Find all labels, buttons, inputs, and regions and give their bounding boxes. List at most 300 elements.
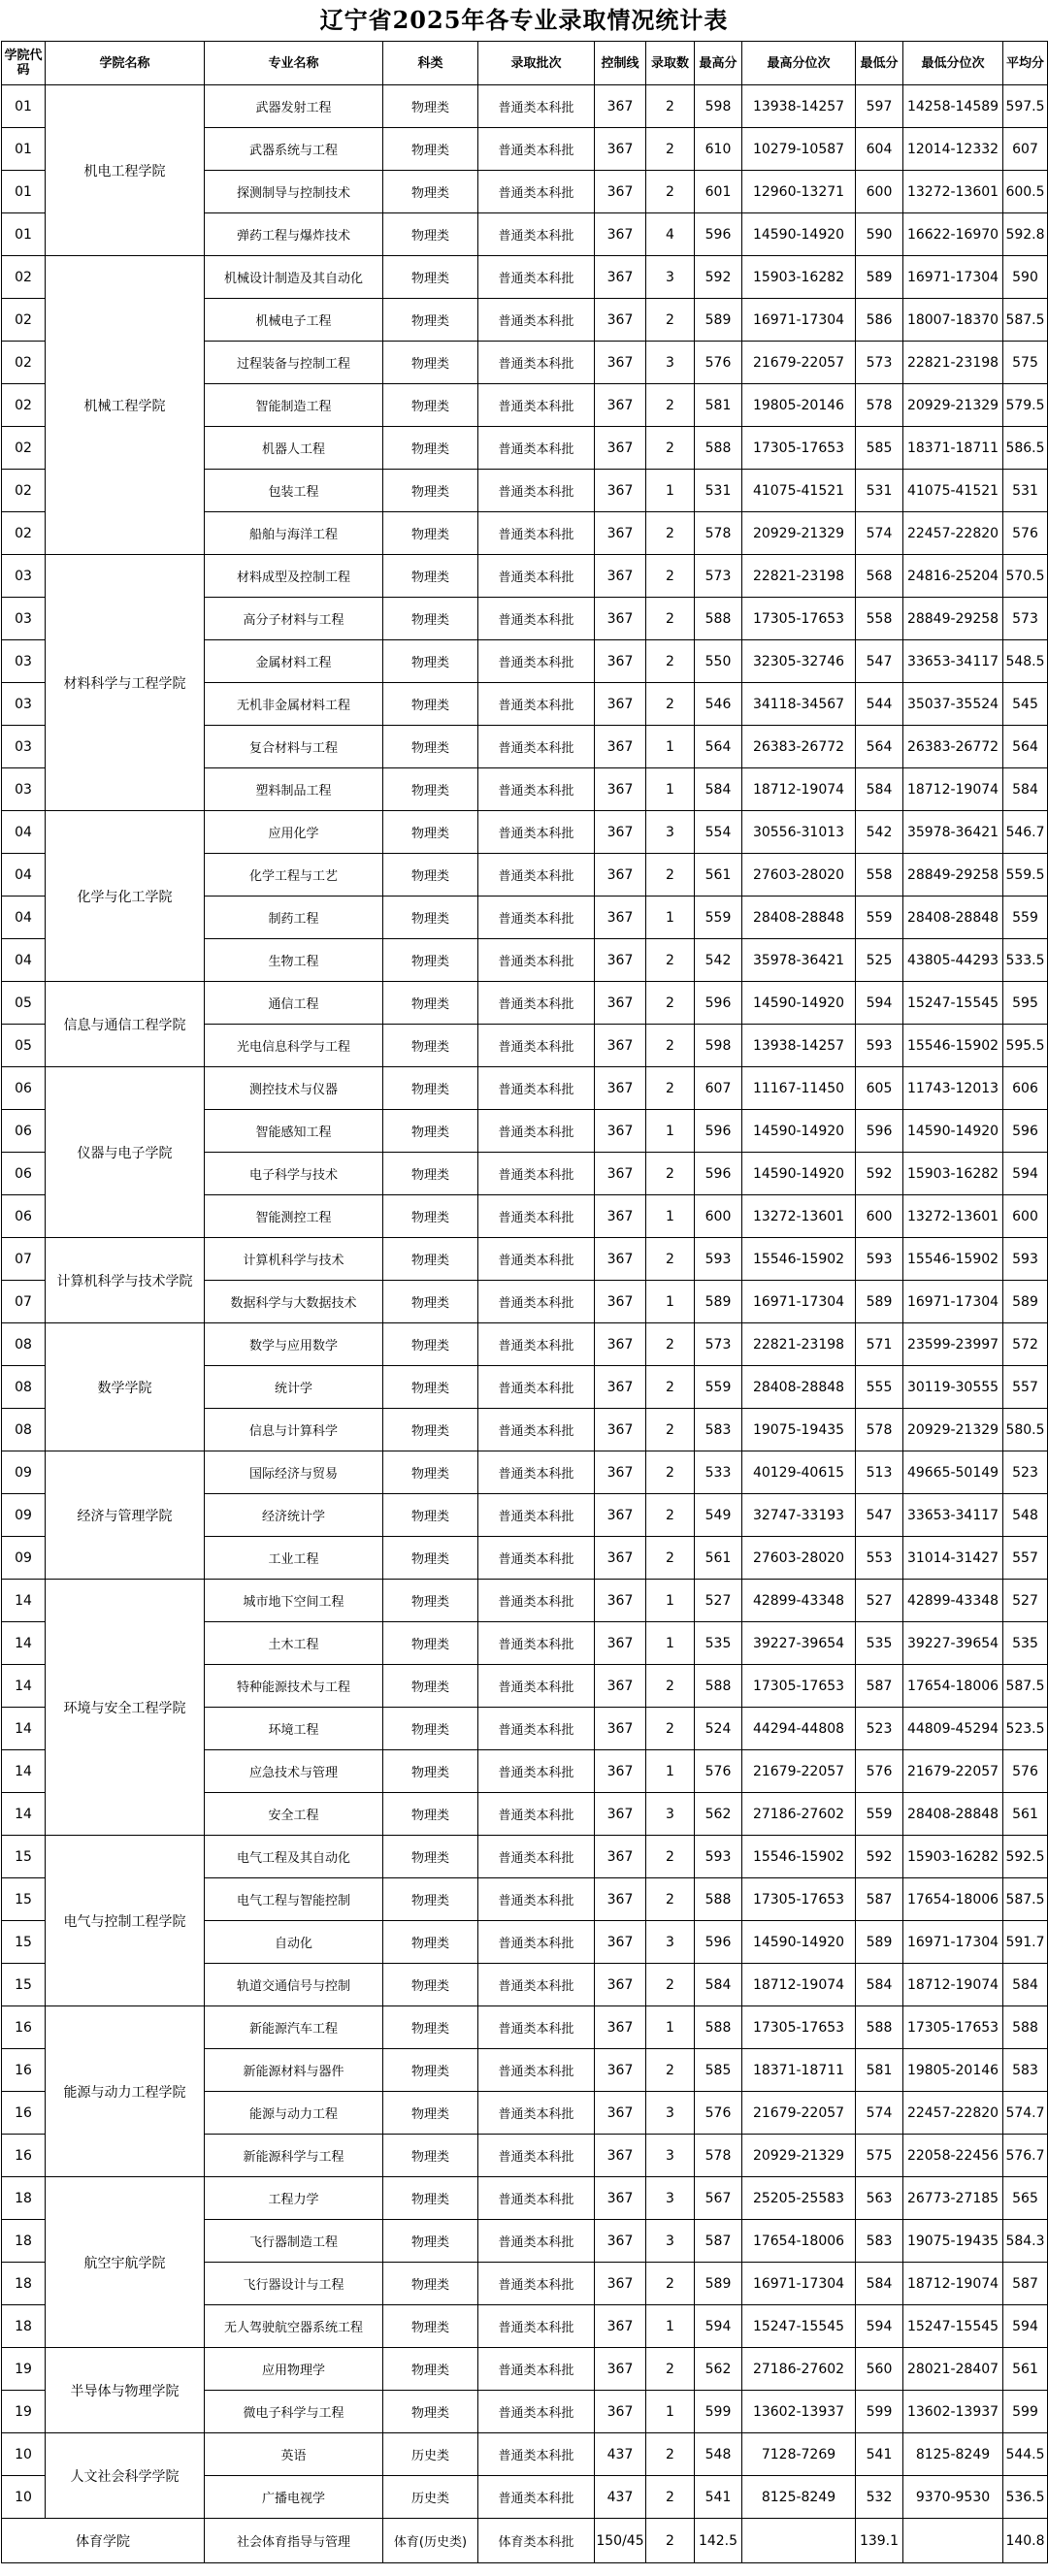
- avg-score-cell: 565: [1003, 2177, 1048, 2220]
- control-line-cell: 367: [595, 1964, 646, 2006]
- max-score-cell: 573: [695, 555, 742, 598]
- min-rank-cell: 31014-31427: [903, 1537, 1003, 1580]
- min-score-cell: 587: [856, 1878, 903, 1921]
- control-line-cell: 367: [595, 939, 646, 982]
- control-line-cell: 367: [595, 1836, 646, 1878]
- min-score-cell: 535: [856, 1622, 903, 1665]
- category-cell: 物理类: [383, 85, 478, 128]
- max-score-cell: 596: [695, 1110, 742, 1153]
- category-cell: 物理类: [383, 768, 478, 811]
- admit-count-cell: 2: [646, 939, 695, 982]
- category-cell: 物理类: [383, 1964, 478, 2006]
- min-rank-cell: 19075-19435: [903, 2220, 1003, 2263]
- min-rank-cell: 18712-19074: [903, 1964, 1003, 2006]
- avg-score-cell: 559: [1003, 897, 1048, 939]
- min-rank-cell: 18712-19074: [903, 768, 1003, 811]
- min-score-cell: 585: [856, 427, 903, 470]
- table-row: [2, 1580, 1048, 1622]
- major-name-cell: 国际经济与贸易: [205, 1451, 383, 1494]
- college-code-cell: 16: [2, 2049, 46, 2092]
- max-rank-cell: 21679-22057: [742, 2092, 856, 2135]
- max-rank-cell: 14590-14920: [742, 982, 856, 1025]
- max-score-cell: 589: [695, 299, 742, 342]
- max-score-cell: 578: [695, 512, 742, 555]
- avg-score-cell: 595: [1003, 982, 1048, 1025]
- category-cell: 物理类: [383, 2220, 478, 2263]
- batch-cell: 普通类本科批: [478, 1067, 595, 1110]
- college-code-cell: 01: [2, 171, 46, 213]
- table-row: [2, 2433, 1048, 2476]
- admit-count-cell: 1: [646, 2006, 695, 2049]
- admit-count-cell: 3: [646, 342, 695, 384]
- college-code-cell: 02: [2, 256, 46, 299]
- admit-count-cell: 2: [646, 2049, 695, 2092]
- max-rank-cell: 34118-34567: [742, 683, 856, 726]
- max-rank-cell: 17305-17653: [742, 427, 856, 470]
- college-code-cell: 02: [2, 470, 46, 512]
- major-name-cell: 安全工程: [205, 1793, 383, 1836]
- college-code-cell: 05: [2, 982, 46, 1025]
- major-name-cell: 经济统计学: [205, 1494, 383, 1537]
- max-score-cell: 576: [695, 342, 742, 384]
- admit-count-cell: 2: [646, 512, 695, 555]
- major-name-cell: 高分子材料与工程: [205, 598, 383, 640]
- min-score-cell: 560: [856, 2348, 903, 2391]
- category-cell: 物理类: [383, 811, 478, 854]
- min-rank-cell: 9370-9530: [903, 2476, 1003, 2519]
- college-code-cell: 16: [2, 2092, 46, 2135]
- admit-count-cell: 2: [646, 1708, 695, 1750]
- batch-cell: 普通类本科批: [478, 1110, 595, 1153]
- max-rank-cell: 10279-10587: [742, 128, 856, 171]
- admit-count-cell: 2: [646, 427, 695, 470]
- min-rank-cell: 17654-18006: [903, 1665, 1003, 1708]
- max-rank-cell: 17305-17653: [742, 2006, 856, 2049]
- control-line-cell: 437: [595, 2476, 646, 2519]
- admit-count-cell: 2: [646, 1025, 695, 1067]
- avg-score-cell: 579.5: [1003, 384, 1048, 427]
- header-max-rank: 最高分位次: [742, 42, 856, 85]
- category-cell: 物理类: [383, 213, 478, 256]
- batch-cell: 普通类本科批: [478, 128, 595, 171]
- batch-cell: 普通类本科批: [478, 2006, 595, 2049]
- min-score-cell: 559: [856, 1793, 903, 1836]
- control-line-cell: 367: [595, 1878, 646, 1921]
- table-row: [2, 256, 1048, 299]
- max-score-cell: 559: [695, 897, 742, 939]
- min-score-cell: 581: [856, 2049, 903, 2092]
- header-category: 科类: [383, 42, 478, 85]
- category-cell: 物理类: [383, 598, 478, 640]
- max-rank-cell: 27186-27602: [742, 1793, 856, 1836]
- max-rank-cell: 15247-15545: [742, 2305, 856, 2348]
- control-line-cell: 367: [595, 1580, 646, 1622]
- avg-score-cell: 600.5: [1003, 171, 1048, 213]
- admit-count-cell: 2: [646, 1366, 695, 1409]
- batch-cell: 普通类本科批: [478, 1921, 595, 1964]
- major-name-cell: 广播电视学: [205, 2476, 383, 2519]
- min-score-cell: 558: [856, 598, 903, 640]
- control-line-cell: 367: [595, 384, 646, 427]
- avg-score-cell: 583: [1003, 2049, 1048, 2092]
- min-rank-cell: 13272-13601: [903, 1195, 1003, 1238]
- major-name-cell: 复合材料与工程: [205, 726, 383, 768]
- control-line-cell: 367: [595, 2177, 646, 2220]
- control-line-cell: 367: [595, 897, 646, 939]
- category-cell: 物理类: [383, 726, 478, 768]
- college-name-cell: 计算机科学与技术学院: [46, 1238, 205, 1323]
- min-score-cell: 574: [856, 512, 903, 555]
- college-code-cell: 06: [2, 1067, 46, 1110]
- major-name-cell: 光电信息科学与工程: [205, 1025, 383, 1067]
- max-rank-cell: 19805-20146: [742, 384, 856, 427]
- college-name-cell: 航空宇航学院: [46, 2177, 205, 2348]
- avg-score-cell: 587.5: [1003, 1665, 1048, 1708]
- min-rank-cell: 18712-19074: [903, 2263, 1003, 2305]
- max-score-cell: 592: [695, 256, 742, 299]
- max-score-cell: 524: [695, 1708, 742, 1750]
- major-name-cell: 社会体育指导与管理: [205, 2519, 383, 2563]
- avg-score-cell: 557: [1003, 1366, 1048, 1409]
- control-line-cell: 367: [595, 299, 646, 342]
- max-score-cell: 562: [695, 2348, 742, 2391]
- admit-count-cell: 2: [646, 2348, 695, 2391]
- max-rank-cell: 42899-43348: [742, 1580, 856, 1622]
- batch-cell: 普通类本科批: [478, 384, 595, 427]
- major-name-cell: 电气工程及其自动化: [205, 1836, 383, 1878]
- max-rank-cell: 26383-26772: [742, 726, 856, 768]
- admit-count-cell: 1: [646, 2391, 695, 2433]
- category-cell: 物理类: [383, 1366, 478, 1409]
- avg-score-cell: 536.5: [1003, 2476, 1048, 2519]
- table-row: [2, 1451, 1048, 1494]
- admit-count-cell: 2: [646, 1323, 695, 1366]
- major-name-cell: 计算机科学与技术: [205, 1238, 383, 1281]
- admit-count-cell: 2: [646, 1153, 695, 1195]
- min-score-cell: 555: [856, 1366, 903, 1409]
- admit-count-cell: 1: [646, 1622, 695, 1665]
- table-row: [2, 1067, 1048, 1110]
- min-score-cell: 597: [856, 85, 903, 128]
- table-row: [2, 2348, 1048, 2391]
- category-cell: 物理类: [383, 2177, 478, 2220]
- max-score-cell: 583: [695, 1409, 742, 1451]
- control-line-cell: 367: [595, 982, 646, 1025]
- control-line-cell: 150/45: [595, 2519, 646, 2563]
- max-score-cell: 588: [695, 1878, 742, 1921]
- admit-count-cell: 1: [646, 1580, 695, 1622]
- avg-score-cell: 576.7: [1003, 2135, 1048, 2177]
- min-rank-cell: 16971-17304: [903, 256, 1003, 299]
- category-cell: 物理类: [383, 1067, 478, 1110]
- major-name-cell: 测控技术与仪器: [205, 1067, 383, 1110]
- min-rank-cell: 35037-35524: [903, 683, 1003, 726]
- min-score-cell: 590: [856, 213, 903, 256]
- min-score-cell: 564: [856, 726, 903, 768]
- control-line-cell: 367: [595, 726, 646, 768]
- avg-score-cell: 587: [1003, 2263, 1048, 2305]
- batch-cell: 普通类本科批: [478, 512, 595, 555]
- min-rank-cell: 16971-17304: [903, 1281, 1003, 1323]
- college-code-cell: 03: [2, 598, 46, 640]
- college-name-cell: 材料科学与工程学院: [46, 555, 205, 811]
- min-score-cell: 584: [856, 2263, 903, 2305]
- major-name-cell: 飞行器设计与工程: [205, 2263, 383, 2305]
- max-rank-cell: 41075-41521: [742, 470, 856, 512]
- max-rank-cell: 17654-18006: [742, 2220, 856, 2263]
- major-name-cell: 应用化学: [205, 811, 383, 854]
- category-cell: 物理类: [383, 897, 478, 939]
- category-cell: 物理类: [383, 2135, 478, 2177]
- college-code-cell: 06: [2, 1153, 46, 1195]
- avg-score-cell: 595.5: [1003, 1025, 1048, 1067]
- max-rank-cell: 32747-33193: [742, 1494, 856, 1537]
- min-score-cell: 588: [856, 2006, 903, 2049]
- control-line-cell: 367: [595, 2220, 646, 2263]
- category-cell: 历史类: [383, 2433, 478, 2476]
- admit-count-cell: 3: [646, 2177, 695, 2220]
- major-name-cell: 探测制导与控制技术: [205, 171, 383, 213]
- avg-score-cell: 607: [1003, 128, 1048, 171]
- table-row: [2, 1238, 1048, 1281]
- admit-count-cell: 2: [646, 1067, 695, 1110]
- batch-cell: 普通类本科批: [478, 1580, 595, 1622]
- min-rank-cell: 33653-34117: [903, 1494, 1003, 1537]
- control-line-cell: 367: [595, 1409, 646, 1451]
- min-score-cell: 568: [856, 555, 903, 598]
- major-name-cell: 新能源材料与器件: [205, 2049, 383, 2092]
- min-rank-cell: 28408-28848: [903, 897, 1003, 939]
- admit-count-cell: 2: [646, 854, 695, 897]
- avg-score-cell: 573: [1003, 598, 1048, 640]
- table-row: [2, 2177, 1048, 2220]
- max-rank-cell: 13938-14257: [742, 1025, 856, 1067]
- batch-cell: 普通类本科批: [478, 2476, 595, 2519]
- max-score-cell: 587: [695, 2220, 742, 2263]
- max-rank-cell: 27186-27602: [742, 2348, 856, 2391]
- min-rank-cell: 21679-22057: [903, 1750, 1003, 1793]
- batch-cell: 普通类本科批: [478, 2433, 595, 2476]
- category-cell: 物理类: [383, 299, 478, 342]
- header-admit-count: 录取数: [646, 42, 695, 85]
- min-score-cell: 596: [856, 1110, 903, 1153]
- control-line-cell: 367: [595, 512, 646, 555]
- max-rank-cell: 44294-44808: [742, 1708, 856, 1750]
- min-score-cell: 584: [856, 768, 903, 811]
- batch-cell: 普通类本科批: [478, 683, 595, 726]
- batch-cell: 普通类本科批: [478, 1238, 595, 1281]
- major-name-cell: 包装工程: [205, 470, 383, 512]
- admit-count-cell: 1: [646, 1110, 695, 1153]
- batch-cell: 普通类本科批: [478, 1964, 595, 2006]
- avg-score-cell: 535: [1003, 1622, 1048, 1665]
- max-rank-cell: [742, 2519, 856, 2563]
- batch-cell: 普通类本科批: [478, 1195, 595, 1238]
- batch-cell: 普通类本科批: [478, 1708, 595, 1750]
- college-code-cell: 04: [2, 854, 46, 897]
- header-college-code: 学院代码: [2, 42, 46, 85]
- max-score-cell: 598: [695, 1025, 742, 1067]
- max-rank-cell: 18371-18711: [742, 2049, 856, 2092]
- control-line-cell: 367: [595, 1323, 646, 1366]
- category-cell: 物理类: [383, 128, 478, 171]
- max-rank-cell: 13938-14257: [742, 85, 856, 128]
- avg-score-cell: 523.5: [1003, 1708, 1048, 1750]
- min-score-cell: 547: [856, 1494, 903, 1537]
- min-rank-cell: 24816-25204: [903, 555, 1003, 598]
- min-rank-cell: 19805-20146: [903, 2049, 1003, 2092]
- batch-cell: 普通类本科批: [478, 768, 595, 811]
- college-code-cell: 08: [2, 1323, 46, 1366]
- control-line-cell: 437: [595, 2433, 646, 2476]
- avg-score-cell: 561: [1003, 2348, 1048, 2391]
- max-rank-cell: 19075-19435: [742, 1409, 856, 1451]
- max-score-cell: 596: [695, 213, 742, 256]
- college-name-cell: 数学学院: [46, 1323, 205, 1451]
- min-score-cell: 593: [856, 1238, 903, 1281]
- max-rank-cell: 27603-28020: [742, 854, 856, 897]
- min-rank-cell: 14258-14589: [903, 85, 1003, 128]
- college-name-cell: 人文社会科学学院: [46, 2433, 205, 2519]
- admit-count-cell: 1: [646, 726, 695, 768]
- college-code-cell: 16: [2, 2135, 46, 2177]
- max-score-cell: 589: [695, 1281, 742, 1323]
- min-score-cell: 576: [856, 1750, 903, 1793]
- max-score-cell: 601: [695, 171, 742, 213]
- max-score-cell: 554: [695, 811, 742, 854]
- category-cell: 物理类: [383, 427, 478, 470]
- max-score-cell: 599: [695, 2391, 742, 2433]
- min-rank-cell: 18007-18370: [903, 299, 1003, 342]
- header-control-line: 控制线: [595, 42, 646, 85]
- min-rank-cell: 11743-12013: [903, 1067, 1003, 1110]
- category-cell: 物理类: [383, 1708, 478, 1750]
- avg-score-cell: 546.7: [1003, 811, 1048, 854]
- max-rank-cell: 17305-17653: [742, 1665, 856, 1708]
- avg-score-cell: 592.8: [1003, 213, 1048, 256]
- control-line-cell: 367: [595, 1025, 646, 1067]
- control-line-cell: 367: [595, 85, 646, 128]
- category-cell: 物理类: [383, 2348, 478, 2391]
- max-score-cell: 564: [695, 726, 742, 768]
- control-line-cell: 367: [595, 854, 646, 897]
- category-cell: 物理类: [383, 512, 478, 555]
- max-score-cell: 581: [695, 384, 742, 427]
- batch-cell: 普通类本科批: [478, 1281, 595, 1323]
- max-score-cell: 585: [695, 2049, 742, 2092]
- min-rank-cell: 41075-41521: [903, 470, 1003, 512]
- max-score-cell: 584: [695, 1964, 742, 2006]
- admit-count-cell: 2: [646, 1409, 695, 1451]
- college-code-cell: 14: [2, 1750, 46, 1793]
- college-code-cell: 18: [2, 2305, 46, 2348]
- admit-count-cell: 4: [646, 213, 695, 256]
- min-rank-cell: 15247-15545: [903, 982, 1003, 1025]
- min-rank-cell: 14590-14920: [903, 1110, 1003, 1153]
- control-line-cell: 367: [595, 555, 646, 598]
- min-rank-cell: 28021-28407: [903, 2348, 1003, 2391]
- table-row: [2, 2519, 1048, 2563]
- min-rank-cell: 15903-16282: [903, 1836, 1003, 1878]
- min-score-cell: 527: [856, 1580, 903, 1622]
- batch-cell: 普通类本科批: [478, 2263, 595, 2305]
- avg-score-cell: 591.7: [1003, 1921, 1048, 1964]
- college-code-cell: 03: [2, 640, 46, 683]
- college-name-cell: 体育学院: [2, 2519, 205, 2563]
- min-score-cell: 559: [856, 897, 903, 939]
- major-name-cell: 土木工程: [205, 1622, 383, 1665]
- max-score-cell: 549: [695, 1494, 742, 1537]
- batch-cell: 普通类本科批: [478, 726, 595, 768]
- category-cell: 物理类: [383, 1793, 478, 1836]
- major-name-cell: 金属材料工程: [205, 640, 383, 683]
- max-rank-cell: 11167-11450: [742, 1067, 856, 1110]
- min-score-cell: 523: [856, 1708, 903, 1750]
- min-rank-cell: 26383-26772: [903, 726, 1003, 768]
- max-score-cell: 567: [695, 2177, 742, 2220]
- control-line-cell: 367: [595, 1195, 646, 1238]
- college-name-cell: 环境与安全工程学院: [46, 1580, 205, 1836]
- max-score-cell: 593: [695, 1836, 742, 1878]
- batch-cell: 普通类本科批: [478, 1665, 595, 1708]
- min-score-cell: 583: [856, 2220, 903, 2263]
- college-code-cell: 01: [2, 128, 46, 171]
- batch-cell: 普通类本科批: [478, 1878, 595, 1921]
- avg-score-cell: 527: [1003, 1580, 1048, 1622]
- header-min-rank: 最低分位次: [903, 42, 1003, 85]
- category-cell: 物理类: [383, 1110, 478, 1153]
- max-score-cell: 573: [695, 1323, 742, 1366]
- college-code-cell: 05: [2, 1025, 46, 1067]
- control-line-cell: 367: [595, 171, 646, 213]
- control-line-cell: 367: [595, 1708, 646, 1750]
- max-rank-cell: 13602-13937: [742, 2391, 856, 2433]
- max-rank-cell: 32305-32746: [742, 640, 856, 683]
- admit-count-cell: 2: [646, 128, 695, 171]
- category-cell: 物理类: [383, 1921, 478, 1964]
- college-code-cell: 07: [2, 1281, 46, 1323]
- min-rank-cell: 17654-18006: [903, 1878, 1003, 1921]
- control-line-cell: 367: [595, 811, 646, 854]
- batch-cell: 普通类本科批: [478, 342, 595, 384]
- category-cell: 物理类: [383, 1665, 478, 1708]
- category-cell: 物理类: [383, 1537, 478, 1580]
- avg-score-cell: 570.5: [1003, 555, 1048, 598]
- max-rank-cell: 30556-31013: [742, 811, 856, 854]
- max-score-cell: 562: [695, 1793, 742, 1836]
- min-score-cell: 553: [856, 1537, 903, 1580]
- avg-score-cell: 545: [1003, 683, 1048, 726]
- control-line-cell: 367: [595, 2092, 646, 2135]
- college-code-cell: 19: [2, 2391, 46, 2433]
- avg-score-cell: 557: [1003, 1537, 1048, 1580]
- college-code-cell: 02: [2, 342, 46, 384]
- college-name-cell: 机械工程学院: [46, 256, 205, 555]
- control-line-cell: 367: [595, 683, 646, 726]
- min-rank-cell: 15247-15545: [903, 2305, 1003, 2348]
- college-name-cell: 经济与管理学院: [46, 1451, 205, 1580]
- college-name-cell: 电气与控制工程学院: [46, 1836, 205, 2006]
- max-score-cell: 589: [695, 2263, 742, 2305]
- admit-count-cell: 2: [646, 2433, 695, 2476]
- avg-score-cell: 593: [1003, 1238, 1048, 1281]
- min-score-cell: 573: [856, 342, 903, 384]
- max-rank-cell: 39227-39654: [742, 1622, 856, 1665]
- min-rank-cell: 22457-22820: [903, 512, 1003, 555]
- min-score-cell: 587: [856, 1665, 903, 1708]
- major-name-cell: 应用物理学: [205, 2348, 383, 2391]
- max-score-cell: 596: [695, 1921, 742, 1964]
